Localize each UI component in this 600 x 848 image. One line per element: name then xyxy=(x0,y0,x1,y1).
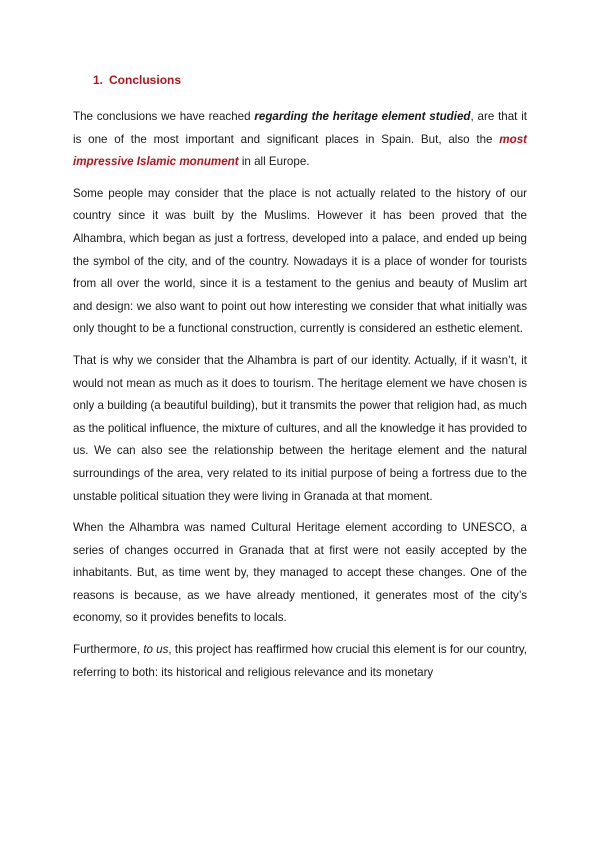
document-body xyxy=(73,72,527,693)
paragraph-1 xyxy=(73,106,527,174)
p5-text-c: , this project has reaffirmed how crucial this element is for our country, referring to both: its historical and religious relevance and its monetary xyxy=(73,643,528,679)
paragraph-4: When the Alhambra was named Cultural Heritage element according to UNESCO, a series of changes occurred in Granada that at first were not easily accepted by the inhabitants. But, as time went by, they managed to accept these changes. One of the reasons is because, as we have already mentioned, it generates most of the city’s economy, so it provides benefits to locals. xyxy=(73,521,527,625)
p5-text-a: Furthermore, xyxy=(73,643,144,657)
p1-text-a: The conclusions we have reached xyxy=(73,110,255,123)
p1-emphasis-heritage: regarding the heritage element studied xyxy=(254,110,471,123)
section-number: 1. xyxy=(93,73,104,87)
p1-text-c: , are that it is one of the most important and significant places in Spain. But, also the xyxy=(73,110,527,146)
paragraph-5 xyxy=(73,639,527,684)
p1-text-e: in all Europe. xyxy=(238,155,310,169)
p5-emphasis-to-us: to us xyxy=(143,643,169,657)
section-title: Conclusions xyxy=(109,73,182,87)
paragraph-3: That is why we consider that the Alhambra is part of our identity. Actually, if it wasn’t, it would not mean as much as it does to tourism. The heritage element we have chosen is only a building (a beautiful building), but it transmits the power that religion had, as much as the political influence, the mixture of cultures, and all the knowledge it has provided to us. We can also see the relationship between the heritage element and the natural surroundings of the area, very related to its initial purpose of being a fortress due to the unstable political situation they were living in Granada at that moment. xyxy=(73,353,527,503)
section-heading xyxy=(93,72,527,88)
paragraph-2: Some people may consider that the place is not actually related to the history of our country since it was built by the Muslims. However it has been proved that the Alhambra, which began as just a fortress, developed into a palace, and ended up being the symbol of the city, and of the country. Nowadays it is a place of wonder for tourists from all over the world, since it is a testament to the genius and beauty of Muslim art and design: we also want to point out how interesting we consider that what initially was only thought to be a functional construction, currently is considered an esthetic element. xyxy=(73,186,527,336)
p1-emphasis-islamic-monument: most impressive Islamic monument xyxy=(73,132,527,169)
